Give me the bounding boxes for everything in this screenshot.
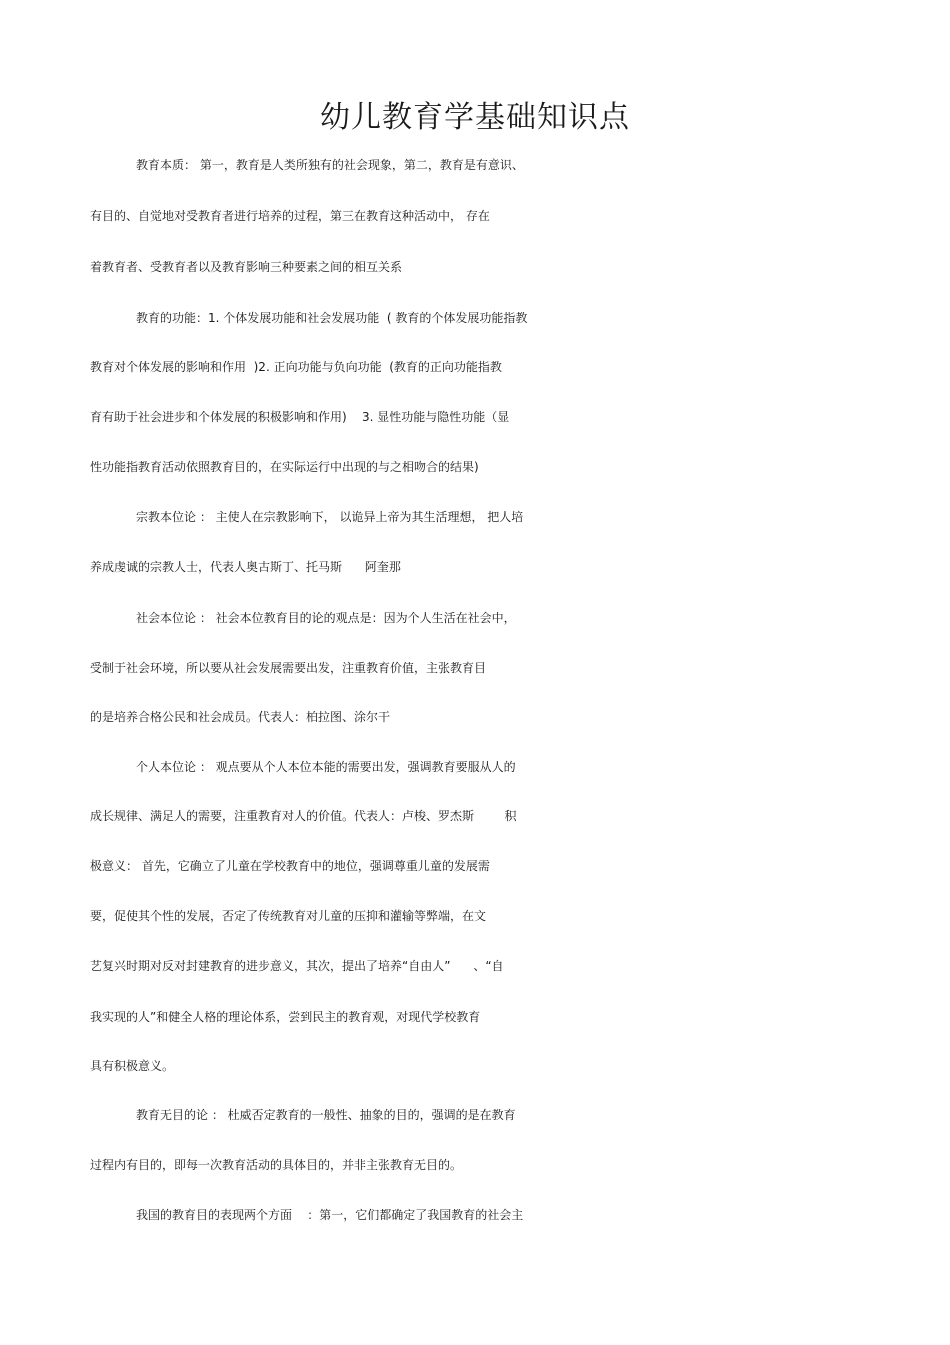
paragraph-line: 我国的教育目的表现两个方面 ：第一，它们都确定了我国教育的社会主 xyxy=(136,1208,524,1222)
paragraph-line: 的是培养合格公民和社会成员。代表人：柏拉图、涂尔干 xyxy=(90,710,391,724)
paragraph-line: 具有积极意义。 xyxy=(90,1059,175,1073)
paragraph-line: 要，促使其个性的发展，否定了传统教育对儿童的压抑和灌输等弊端，在文 xyxy=(90,909,487,923)
paragraph-line: 有目的、自觉地对受教育者进行培养的过程，第三在教育这种活动中， 存在 xyxy=(90,209,490,223)
paragraph-line: 教育对个体发展的影响和作用 )2. 正向功能与负向功能 (教育的正向功能指教 xyxy=(90,360,502,374)
paragraph-line: 个人本位论 ： 观点要从个人本位本能的需要出发，强调教育要服从人的 xyxy=(136,760,516,774)
paragraph-line: 我实现的人”和健全人格的理论体系，尝到民主的教育观，对现代学校教育 xyxy=(90,1010,481,1024)
document-title: 幼儿教育学基础知识点 xyxy=(320,100,630,135)
paragraph-line: 教育无目的论 ： 杜威否定教育的一般性、抽象的目的，强调的是在教育 xyxy=(136,1108,516,1122)
paragraph-line: 养成虔诚的宗教人士，代表人奥古斯丁、托马斯 阿奎那 xyxy=(90,560,401,574)
paragraph-line: 社会本位论 ： 社会本位教育目的论的观点是：因为个人生活在社会中， xyxy=(136,611,516,625)
paragraph-line: 着教育者、受教育者以及教育影响三种要素之间的相互关系 xyxy=(90,260,403,274)
paragraph-line: 教育的功能：1. 个体发展功能和社会发展功能 ( 教育的个体发展功能指教 xyxy=(136,311,528,325)
paragraph-line: 性功能指教育活动依照教育目的，在实际运行中出现的与之相吻合的结果) xyxy=(90,460,479,474)
paragraph-line: 宗教本位论 ： 主使人在宗教影响下， 以诡异上帝为其生活理想， 把人培 xyxy=(136,510,524,524)
paragraph-line: 受制于社会环境，所以要从社会发展需要出发，注重教育价值，主张教育目 xyxy=(90,661,487,675)
paragraph-line: 育有助于社会进步和个体发展的积极影响和作用) 3. 显性功能与隐性功能（显 xyxy=(90,410,510,424)
paragraph-line: 成长规律、满足人的需要，注重教育对人的价值。代表人：卢梭、罗杰斯 积 xyxy=(90,809,517,823)
paragraph-line: 过程内有目的，即每一次教育活动的具体目的，并非主张教育无目的。 xyxy=(90,1158,463,1172)
paragraph-line: 极意义： 首先，它确立了儿童在学校教育中的地位，强调尊重儿童的发展需 xyxy=(90,859,490,873)
paragraph-line: 教育本质： 第一，教育是人类所独有的社会现象，第二，教育是有意识、 xyxy=(136,158,524,172)
paragraph-line: 艺复兴时期对反对封建教育的进步意义，其次，提出了培养“自由人” 、“自 xyxy=(90,959,504,973)
